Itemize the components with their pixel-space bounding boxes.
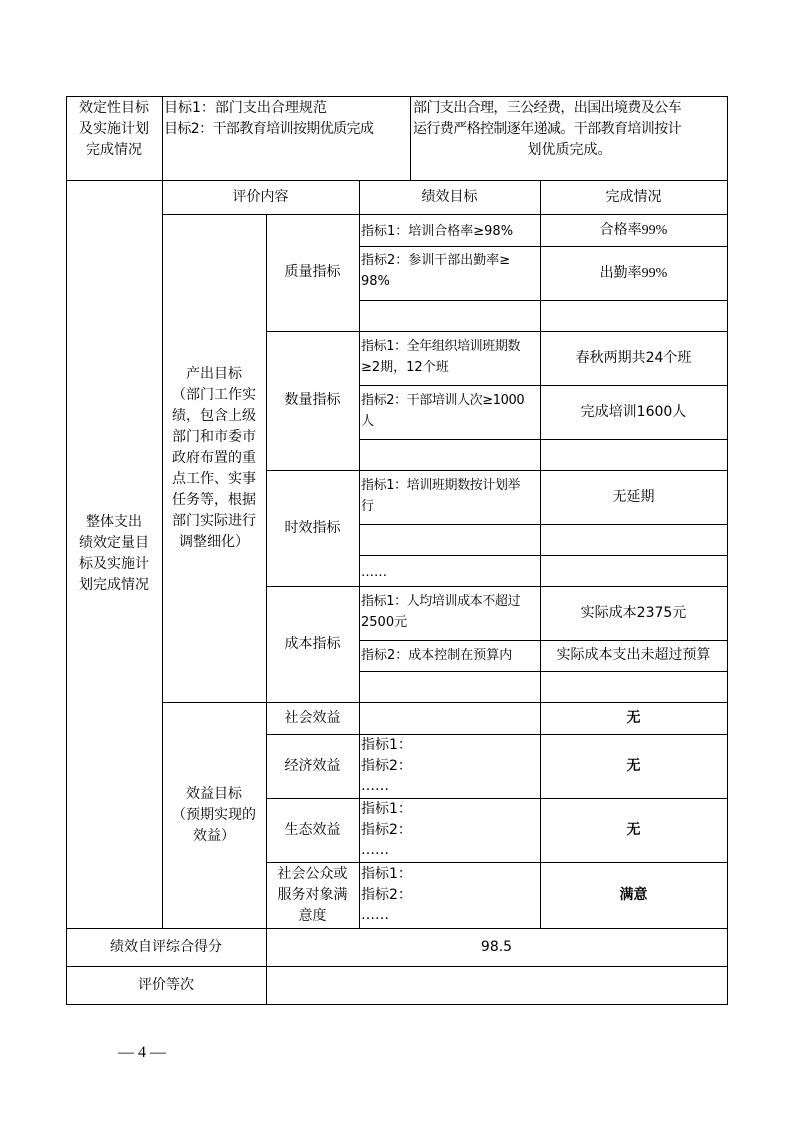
quality-target-2: 指标2：参训干部出勤率≥ 98% [361,253,511,289]
social-benefit-result: 无 [626,709,641,726]
section-label: 整体支出 绩效定量目 标及实施计 划完成情况 [79,514,149,593]
satisfaction-label: 社会公众或 服务对象满 意度 [277,865,348,924]
score-label: 绩效自评综合得分 [110,938,222,955]
page-number: — 4 — [118,1044,166,1061]
header-target: 绩效目标 [421,188,478,205]
cost-target-1: 指标1：人均培训成本不超过 2500元 [361,594,521,630]
quantity-indicator-label: 数量指标 [284,392,341,408]
score-value: 98.5 [480,938,513,955]
top-label: 效定性目标 及实施计划 完成情况 [79,100,149,158]
benefit-label: 效益目标 （预期实现的 效益） [172,785,256,844]
economic-benefit-target: 指标1： 指标2： …… [361,737,412,794]
timeliness-result-1: 无延期 [612,488,655,505]
ecological-benefit-target: 指标1： 指标2： …… [361,801,412,858]
timeliness-indicator-label: 时效指标 [284,519,341,536]
quality-result-2: 出勤率99% [599,265,668,281]
grade-label: 评价等次 [138,976,194,993]
quantity-result-2: 完成培训1600人 [580,403,687,420]
cost-result-1: 实际成本2375元 [580,604,687,621]
economic-benefit-label: 经济效益 [284,757,341,774]
satisfaction-target: 指标1： 指标2： …… [361,866,412,923]
quality-indicator-label: 质量指标 [284,264,341,280]
cost-result-2: 实际成本支出未超过预算 [556,647,711,663]
header-completion: 完成情况 [605,188,662,205]
ecological-benefit-label: 生态效益 [284,821,341,838]
timeliness-target-1: 指标1：培训班期数按计划举 行 [361,478,521,514]
quantity-target-2: 指标2：干部培训人次≥1000 人 [361,393,525,429]
header-content: 评价内容 [232,188,289,205]
cost-target-2: 指标2：成本控制在预算内 [361,648,513,663]
output-label: 产出目标 （部门工作实 绩，包含上级 部门和市委市 政府布置的重 点工作、实事 任务等，根据 部门实际进行 调整细化） [172,365,256,550]
ecological-benefit-result: 无 [626,821,641,838]
top-goals: 目标1：部门支出合理规范 目标2：干部教育培训按期优质完成 [164,100,374,137]
grade-value [266,966,727,1004]
quantity-target-1: 指标1：全年组织培训班期数 ≥2期，12个班 [361,339,521,375]
cost-indicator-label: 成本指标 [284,635,341,652]
satisfaction-result: 满意 [619,886,648,903]
top-result: 部门支出合理，三公经费，出国出境费及公车 运行费严格控制逐年递减。干部教育培训按计 划优质完成。 [413,100,681,158]
timeliness-ellipsis: …… [361,565,387,580]
social-benefit-label: 社会效益 [284,709,341,726]
quality-result-1: 合格率99% [599,222,668,238]
economic-benefit-result: 无 [626,757,641,774]
quantity-result-1: 春秋两期共24个班 [575,349,692,366]
quality-target-1: 指标1：培训合格率≥98% [361,224,514,239]
